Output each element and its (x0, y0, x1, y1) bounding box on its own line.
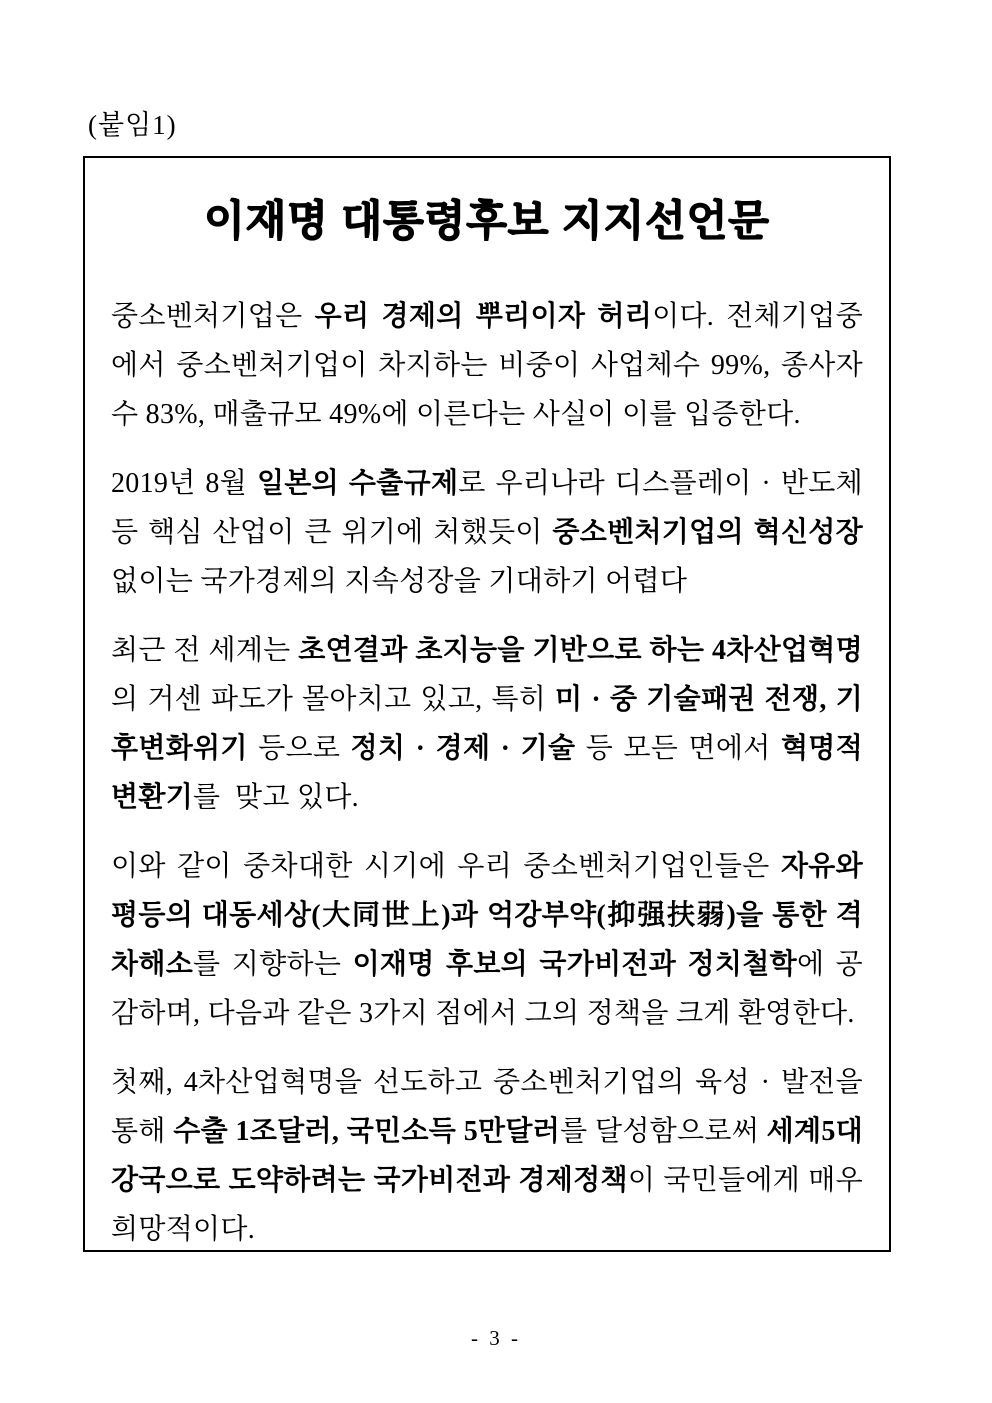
text-segment: 등으로 (247, 733, 351, 764)
declaration-box (83, 156, 891, 1252)
text-segment: 중소벤처기업은 (111, 301, 315, 332)
text-segment: 이다. 전체기업중에서 중소벤처기업이 차지하는 비중이 사업체수 99%, 종사자수 83%, 매출규모 49%에 이른다는 사실이 이를 입증한다. (111, 301, 863, 430)
text-segment: 로 우리나라 디스플레이 · 반도체 등 핵심 산업이 큰 위기에 처했듯이 (111, 468, 871, 548)
bold-text-segment: 자유와 평등의 대동세상(大同世上)과 억강부약(抑强扶弱)을 통한 격차해소 (111, 851, 871, 980)
text-segment: 를 달성함으로써 (560, 1116, 767, 1147)
text-segment: 를 맞고 있다. (193, 782, 359, 813)
bold-text-segment: 이재명 후보의 국가비전과 정치철학 (352, 949, 797, 980)
bold-text-segment: 정치 · 경제 · 기술 (350, 733, 576, 764)
attachment-label: (붙임1) (88, 110, 177, 140)
text-segment: 의 거센 파도가 몰아치고 있고, 특히 (111, 684, 556, 715)
bold-text-segment: 초연결과 초지능을 기반으로 하는 4차산업혁명 (298, 635, 863, 666)
text-segment: 를 지향하는 (193, 949, 353, 980)
text-segment: 첫째, 4차산업혁명을 선도하고 중소벤처기업의 육성 · 발전을 통해 (111, 1067, 871, 1147)
bold-text-segment: 일본의 수출규제 (256, 468, 459, 499)
bold-text-segment: 우리 경제의 뿌리이자 허리 (314, 301, 653, 332)
text-segment: 이와 같이 중차대한 시기에 우리 중소벤처기업인들은 (111, 851, 781, 882)
paragraph (111, 292, 863, 439)
text-segment: 최근 전 세계는 (111, 635, 299, 666)
text-segment: 등 모든 면에서 (575, 733, 781, 764)
bold-text-segment: 혁명적 변환기 (111, 733, 871, 813)
text-segment: 이 국민들에게 매우 희망적이다. (111, 1165, 871, 1245)
text-segment: 없이는 국가경제의 지속성장을 기대하기 어렵다 (111, 517, 871, 597)
text-segment: 에 공감하며, 다음과 같은 3가지 점에서 그의 정책을 크게 환영한다. (111, 949, 864, 1029)
bold-text-segment: 세계5대 강국으로 도약하려는 국가비전과 경제정책 (111, 1116, 871, 1196)
bold-text-segment: 수출 1조달러, 국민소득 5만달러 (173, 1116, 561, 1147)
document-body (111, 292, 871, 1254)
paragraph (111, 842, 871, 1038)
text-segment: 2019년 8월 (111, 468, 257, 499)
bold-text-segment: 중소벤처기업의 혁신성장 (552, 517, 863, 548)
paragraph (111, 626, 871, 822)
document-title: 이재명 대통령후보 지지선언문 (204, 197, 770, 244)
bold-text-segment: 미 · 중 기술패권 전쟁, 기후변화위기 (111, 684, 863, 764)
paragraph (111, 459, 871, 606)
paragraph (111, 1058, 871, 1254)
page-number: - 3 - (471, 1326, 521, 1350)
